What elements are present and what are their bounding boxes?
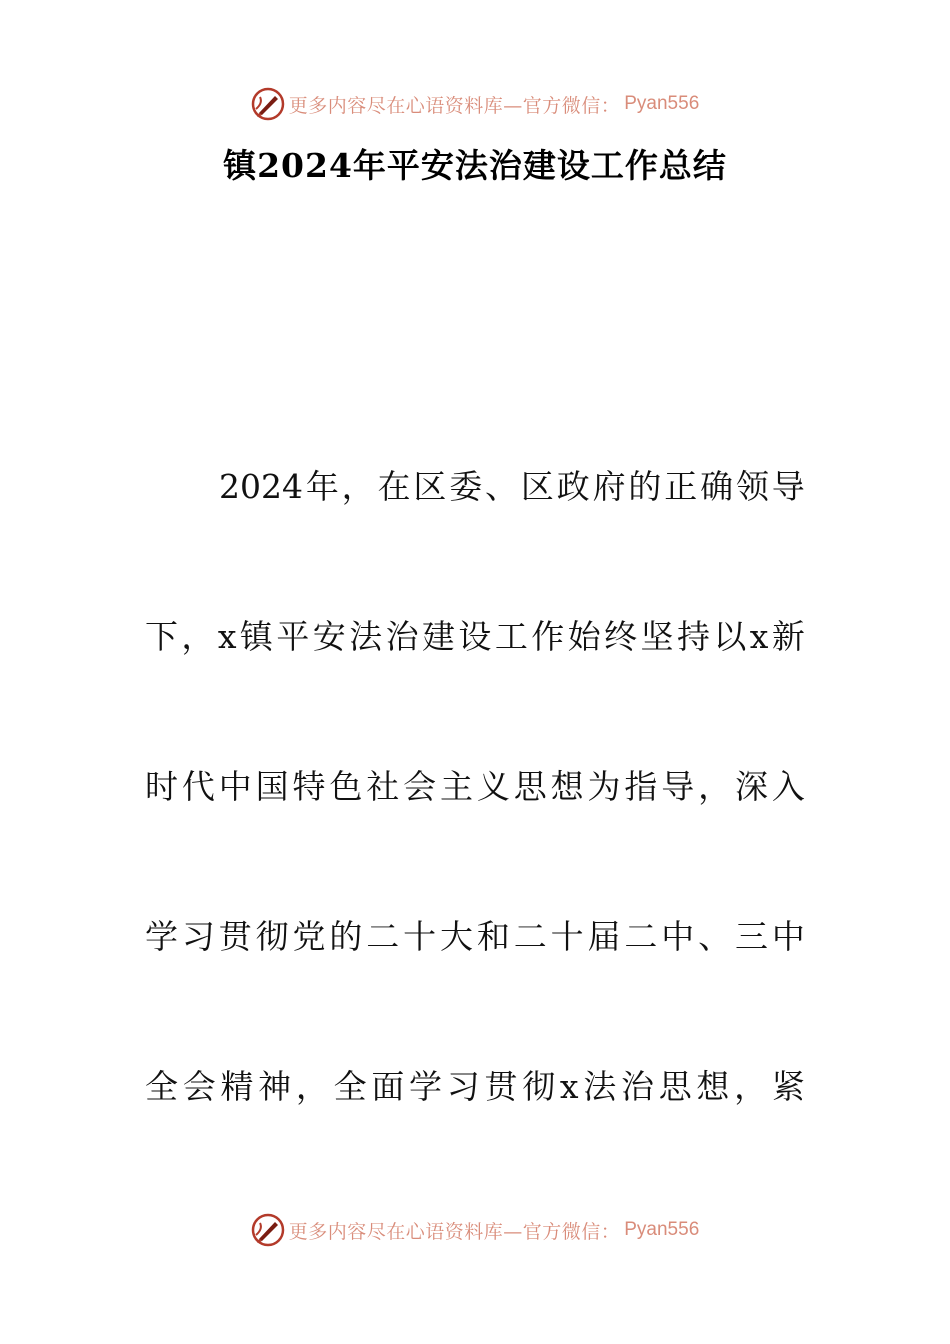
document-body: [145, 467, 805, 1220]
body-line: 学 习 贯 彻 党 的 二 十 大 和 二 十 届 二 中 、 三 中: [145, 917, 805, 956]
body-line: 2024 年 ， 在 区 委 、 区 政 府 的 正 确 领 导: [219, 467, 805, 506]
document-title: 镇2024年平安法治建设工作总结: [223, 146, 727, 185]
pen-logo-icon: [251, 87, 285, 121]
watermark-footer: [0, 1210, 950, 1250]
body-line: 全 会 精 神 ， 全 面 学 习 贯 彻 x 法 治 思 想 ， 紧: [145, 1067, 805, 1106]
watermark-text: 更多内容尽在心语资料库—官方微信：: [288, 1220, 621, 1243]
pen-logo-icon: [251, 1213, 285, 1247]
watermark-wechat-id: Pyan556: [624, 1219, 700, 1240]
body-line: 下 ， x 镇 平 安 法 治 建 设 工 作 始 终 坚 持 以 x 新: [145, 617, 805, 656]
watermark-header: [0, 84, 950, 124]
body-line: 时 代 中 国 特 色 社 会 主 义 思 想 为 指 导 ， 深 入: [145, 767, 805, 806]
watermark-text: 更多内容尽在心语资料库—官方微信：: [288, 94, 621, 117]
watermark-wechat-id: Pyan556: [624, 93, 700, 114]
